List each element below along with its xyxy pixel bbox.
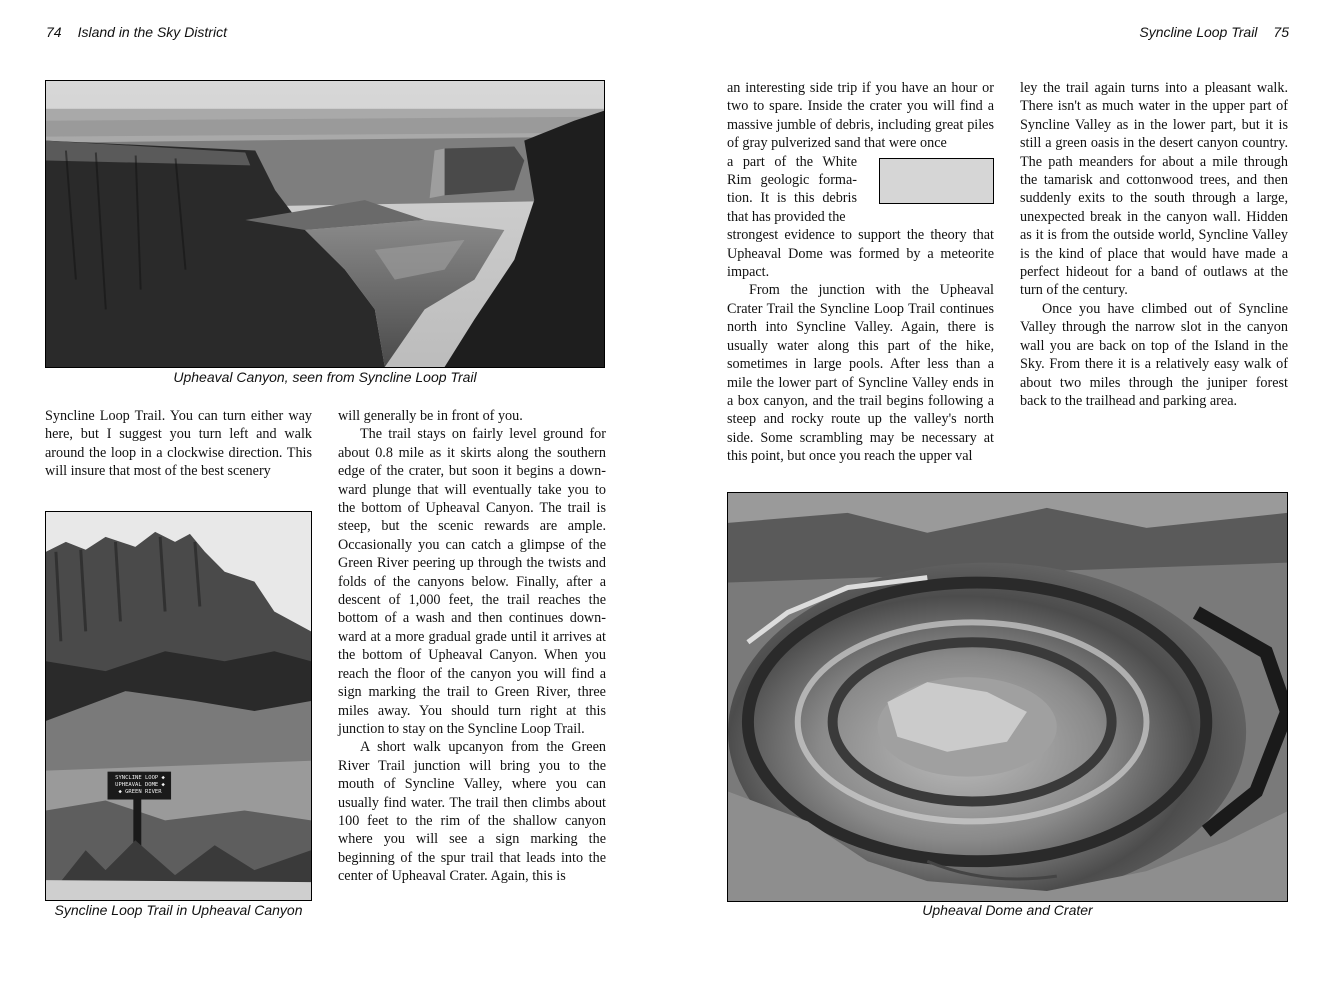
upheaval-canyon-photo <box>45 80 605 368</box>
right-page-header <box>1139 24 1289 40</box>
right-column-2 <box>1020 79 1288 410</box>
upheaval-dome-photo <box>727 492 1288 902</box>
trail-sign <box>110 775 170 796</box>
paragraph: an interesting side trip if you have an hour or two to spare. Inside the crater you will find a massive jumble of debris, including great piles of gray pulverized sand that were once <box>727 80 994 152</box>
paragraph: Syncline Loop Trail. You can turn either way here, but I suggest you turn left and walk around the loop in a clockwise direction. This will insure that most of the best scenery <box>45 408 312 480</box>
paragraph: Once you have climbed out of Syncline Valley through the narrow slot in the canyon wall you are back on top of the Island in the Sky. From there it is a relatively easy walk of about two miles through the juniper forest back to the trailhead and parking area. <box>1020 300 1288 409</box>
paragraph: ley the trail again turns into a pleasant walk. There isn't as much water in the upper part of Syncline Valley as in the lower part, but it is still a green oasis in the desert canyon country. The path meanders for about a mile through the tamarisk and cottonwood trees, and then suddenly exits to the south through a large, unexpected break in the canyon wall. Hidden as it is from the outside world, Syncline Valley is the kind of place that would have made a perfect hideout for a band of outlaws at the turn of the century. <box>1020 80 1288 299</box>
left-column-2 <box>338 407 606 886</box>
paragraph: strongest evidence to support the theory that Upheaval Dome was formed by a meteorite impact. <box>727 227 994 281</box>
syncline-trail-photo <box>45 511 312 901</box>
right-running-title: Syncline Loop Trail <box>1139 24 1258 40</box>
placeholder-box <box>879 158 994 204</box>
paragraph-wrap: a part of the White Rim geologic formation. It is this debris that has provided the <box>727 153 857 225</box>
right-page <box>667 0 1333 1000</box>
right-page-number: 75 <box>1273 24 1289 40</box>
dome-photo-caption: Upheaval Dome and Crater <box>922 902 1093 918</box>
sign-line: UPHEAVAL DOME ◆ <box>115 782 165 788</box>
paragraph: will generally be in front of you. <box>338 408 523 424</box>
bottom-photo-caption: Syncline Loop Trail in Upheaval Canyon <box>54 902 303 918</box>
sign-line: ◆ GREEN RIVER <box>118 789 162 795</box>
left-page-header <box>46 24 227 40</box>
top-photo-caption: Upheaval Canyon, seen from Syncline Loop Trail <box>173 369 477 385</box>
left-page-number: 74 <box>46 24 62 40</box>
left-running-title: Island in the Sky District <box>77 24 227 40</box>
right-column-1 <box>727 79 994 466</box>
left-page <box>0 0 666 1000</box>
paragraph: From the junction with the Upheaval Crater Trail the Syncline Loop Trail continues north into Syncline Valley. Again, there is usually water along this part of the hike, sometimes in large pools. After less than a mile the lower part of Syncline Valley ends in a box canyon, and the trail begins following a steep and rocky route up the valley's north side. Some scrambling may be necessary at this point, but once you reach the upper val <box>727 282 994 465</box>
paragraph: The trail stays on fairly level ground for about 0.8 mile as it skirts along the southern edge of the crater, but soon it begins a downward plunge that will eventually take you to the bottom of Upheaval Canyon. The trail is steep, but the scenic rewards are ample. Occasionally you can catch a glimpse of the Green River peering up through the twists and folds of the canyons below. Finally, after a descent of 1,000 feet, the trail reaches the bottom of a wash and then continues downward at a more gradual grade until it arrives at the bottom of Upheaval Canyon. When you reach the floor of the canyon you will find a sign marking the trail to Green River, three miles away. You should turn right at this junction to stay on the Syncline Loop Trail. <box>338 426 606 737</box>
left-column-1 <box>45 407 312 481</box>
paragraph: A short walk upcanyon from the Green River Trail junction will bring you to the mouth of Syncline Valley, where you can usually find water. The trail then climbs about 100 feet to the rim of the shallow canyon where you will see a sign marking the beginning of the spur trail that leads into the center of Upheaval Crater. Again, this is <box>338 739 606 885</box>
sign-line: SYNCLINE LOOP ◆ <box>115 775 165 781</box>
